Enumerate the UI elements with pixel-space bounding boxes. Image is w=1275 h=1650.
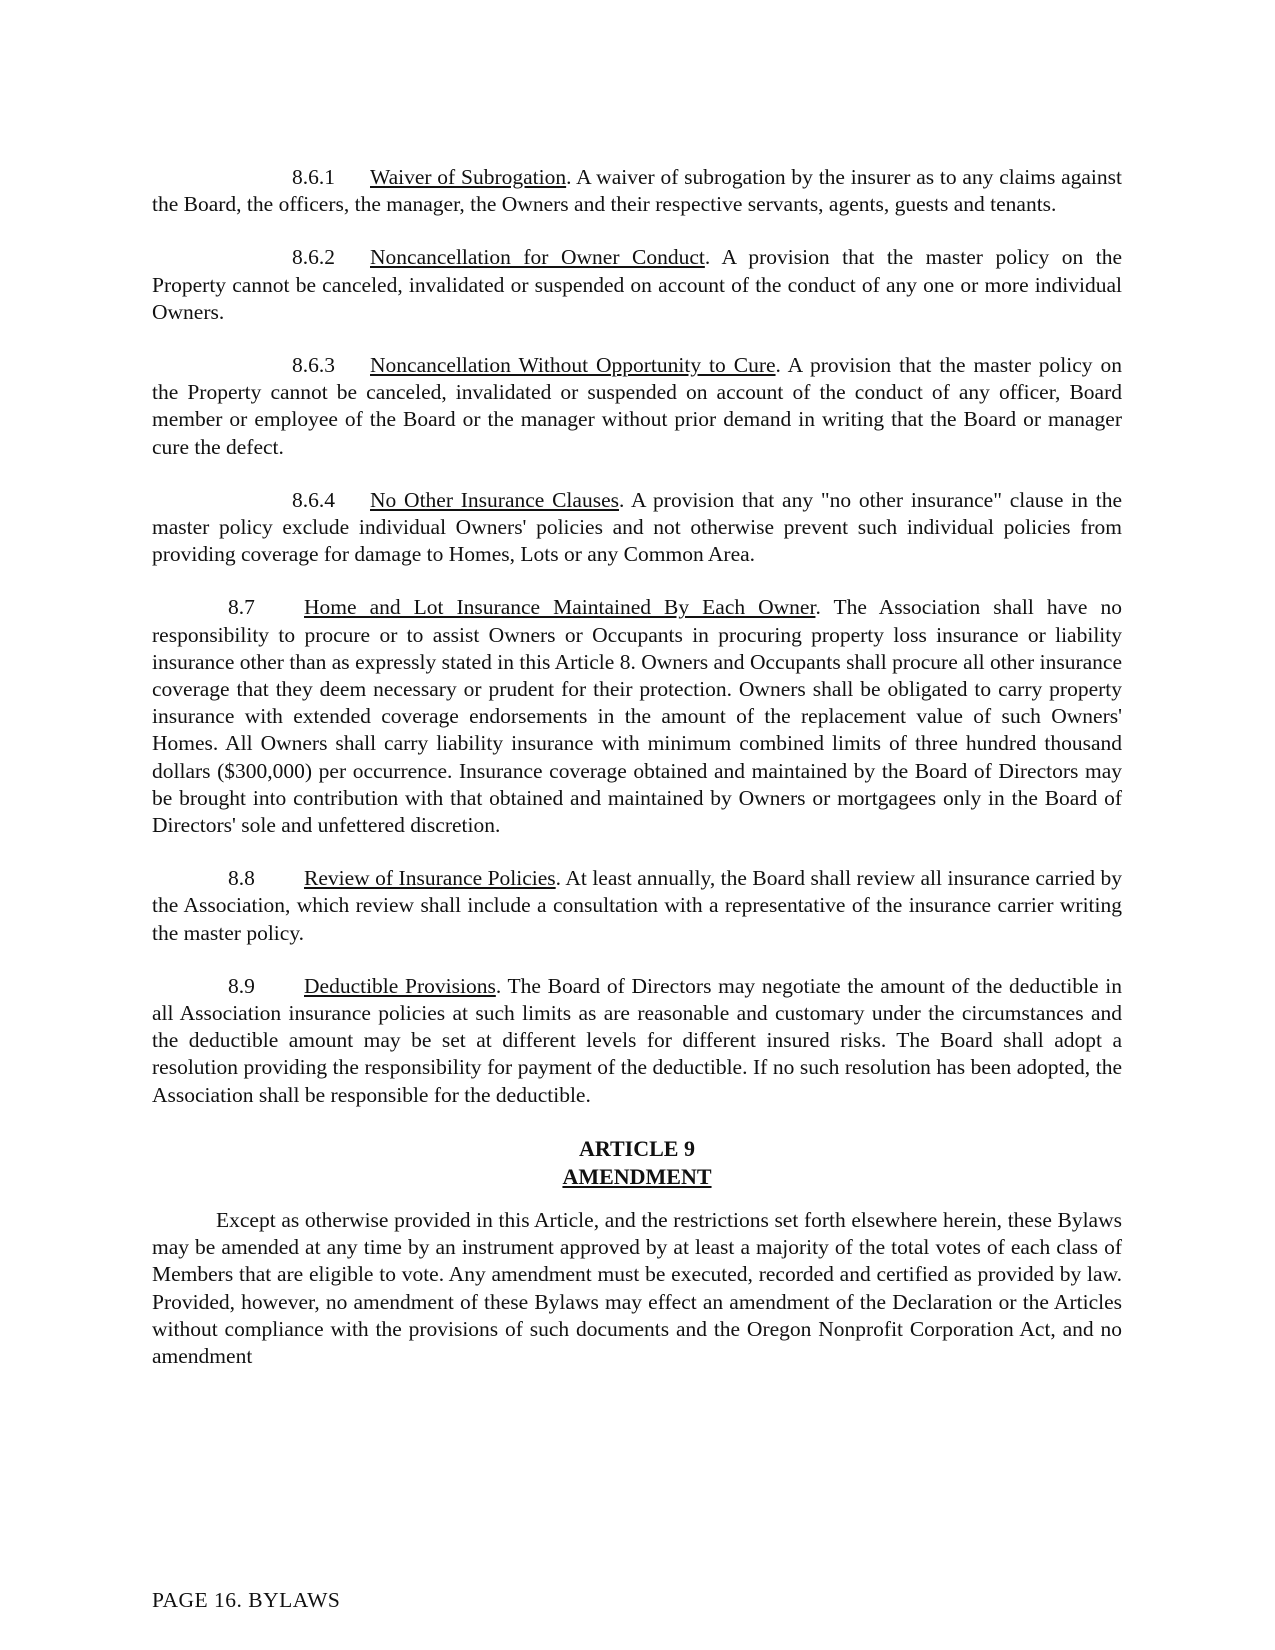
section-number: 8.7 <box>228 595 255 620</box>
section-8-8 <box>152 865 1122 947</box>
page-footer: PAGE 16. BYLAWS <box>152 1588 341 1612</box>
section-8-7 <box>152 594 1122 839</box>
section-text: . A provision that the master policy on the Property cannot be canceled, invalidated or suspended on account of the conduct of any one or more individual Owners. <box>152 245 1122 324</box>
section-number: 8.6.4 <box>292 487 335 512</box>
section-8-9 <box>152 973 1122 1109</box>
section-8-6-3 <box>152 352 1122 461</box>
article-number: ARTICLE 9 <box>579 1135 695 1161</box>
section-text: . The Association shall have no responsibility to procure or to assist Owners or Occupants in procuring property loss insurance or liability insurance other than as expressly stated in this Article 8. Owners and Occupants shall procure all other insurance coverage that they deem necessary or prudent for their protection. Owners shall be obligated to carry property insurance with extended coverage endorsements in the amount of the replacement value of such Owners' Homes. All Owners shall carry liability insurance with minimum combined limits of three hundred thousand dollars ($300,000) per occurrence. Insurance coverage obtained and maintained by the Board of Directors may be brought into contribution with that obtained and maintained by Owners or mortgagees only in the Board of Directors' sole and unfettered discretion. <box>152 595 1122 838</box>
section-text: . The Board of Directors may negotiate the amount of the deductible in all Association insurance policies at such limits as are reasonable and customary under the circumstances and the deductible amount may be set at different levels for different insured risks. The Board shall adopt a resolution providing the responsibility for payment of the deductible. If no such resolution has been adopted, the Association shall be responsible for the deductible. <box>152 973 1122 1107</box>
section-8-6-4 <box>152 487 1122 569</box>
section-text: . At least annually, the Board shall review all insurance carried by the Association, which review shall include a consultation with a representative of the insurance carrier writing the master policy. <box>152 866 1122 945</box>
section-number: 8.6.2 <box>292 245 335 270</box>
section-text: . A waiver of subrogation by the insurer as to any claims against the Board, the officers, the manager, the Owners and their respective servants, agents, guests and tenants. <box>152 165 1122 217</box>
section-title: Deductible Provisions <box>304 973 496 998</box>
section-title: No Other Insurance Clauses <box>370 487 619 512</box>
section-number: 8.6.1 <box>292 165 335 189</box>
article-heading <box>152 1135 1122 1191</box>
section-title: Home and Lot Insurance Maintained By Each Owner <box>304 595 816 620</box>
section-text: . A provision that the master policy on the Property cannot be canceled, invalidated or suspended on account of the conduct of any officer, Board member or employee of the Board or the manager without prior demand in writing that the Board or manager cure the defect. <box>152 353 1122 459</box>
section-title: Noncancellation Without Opportunity to Cure <box>370 353 776 378</box>
section-title: Noncancellation for Owner Conduct <box>370 245 705 270</box>
section-title: Review of Insurance Policies <box>304 866 556 891</box>
section-text: . A provision that any "no other insurance" clause in the master policy exclude individual Owners' policies and not otherwise prevent such individual policies from providing coverage for damage to Homes, Lots or any Common Area. <box>152 487 1122 567</box>
article-body: Except as otherwise provided in this Article, and the restrictions set forth elsewhere herein, these Bylaws may be amended at any time by an instrument approved by at least a majority of the total votes of each class of Members that are eligible to vote. Any amendment must be executed, recorded and certified as provided by law. Provided, however, no amendment of these Bylaws may effect an amendment of the Declaration or the Articles without compliance with the provisions of such documents and the Oregon Nonprofit Corporation Act, and no amendment <box>152 1207 1122 1368</box>
document-body <box>152 164 1122 1396</box>
section-number: 8.6.3 <box>292 353 335 378</box>
section-number: 8.8 <box>228 866 255 891</box>
section-number: 8.9 <box>228 973 255 998</box>
section-title: Waiver of Subrogation <box>370 165 567 189</box>
article-name: AMENDMENT <box>562 1163 712 1189</box>
section-8-6-1 <box>152 164 1122 218</box>
section-8-6-2 <box>152 244 1122 326</box>
